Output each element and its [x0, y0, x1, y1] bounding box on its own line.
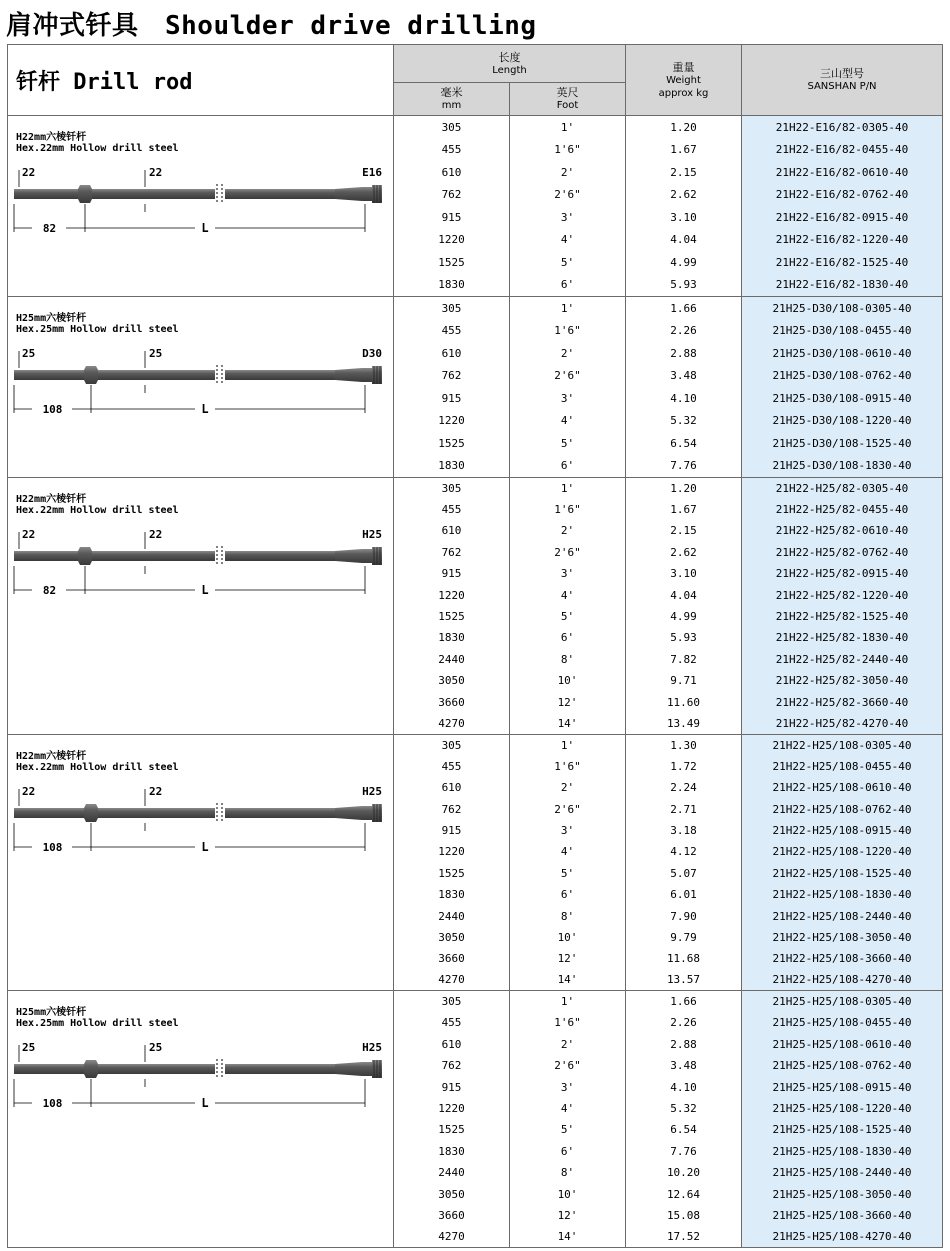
length-mm-cell: 762: [394, 542, 510, 563]
weight-cell: 7.76: [626, 1141, 742, 1162]
weight-header-en: Weight: [666, 74, 701, 86]
length-foot-cell: 4': [510, 229, 626, 252]
length-foot-cell: 10': [510, 670, 626, 691]
rod-name-cn: H22mm六棱钎杆: [16, 132, 87, 143]
length-mm-cell: 610: [394, 342, 510, 365]
weight-header: [626, 45, 742, 116]
weight-cell: 6.01: [626, 884, 742, 905]
length-header: [394, 45, 626, 83]
length-mm-cell: 762: [394, 798, 510, 819]
weight-cell: 5.93: [626, 274, 742, 297]
table-row: [8, 116, 943, 139]
length-foot-cell: 12': [510, 948, 626, 969]
length-foot-cell: 1': [510, 734, 626, 755]
rod-description-cell: [8, 991, 394, 1248]
part-number-cell: 21H22-H25/82-2440-40: [742, 649, 943, 670]
shank-dimension-label: 22: [22, 528, 36, 541]
part-number-cell: 21H22-H25/108-2440-40: [742, 905, 943, 926]
weight-cell: 2.26: [626, 1012, 742, 1033]
length-mm-cell: 2440: [394, 905, 510, 926]
length-mm-cell: 610: [394, 777, 510, 798]
part-number-cell: 21H22-E16/82-0455-40: [742, 138, 943, 161]
length-mm-cell: 3050: [394, 670, 510, 691]
length-mm-cell: 455: [394, 319, 510, 342]
weight-cell: 5.07: [626, 863, 742, 884]
length-mm-cell: 1525: [394, 863, 510, 884]
weight-cell: 10.20: [626, 1162, 742, 1183]
drill-rod-diagram: [10, 522, 392, 602]
part-number-cell: 21H25-D30/108-1830-40: [742, 455, 943, 478]
part-number-cell: 21H22-H25/82-0610-40: [742, 520, 943, 541]
length-foot-cell: 1'6": [510, 1012, 626, 1033]
rod-description-cell: [8, 297, 394, 478]
length-mm-cell: 455: [394, 138, 510, 161]
length-mm-cell: 3660: [394, 948, 510, 969]
part-number-cell: 21H25-H25/108-1525-40: [742, 1119, 943, 1140]
part-number-cell: 21H22-E16/82-1220-40: [742, 229, 943, 252]
weight-cell: 11.68: [626, 948, 742, 969]
dimension-lines: [14, 532, 365, 594]
part-number-cell: 21H22-H25/82-0915-40: [742, 563, 943, 584]
part-number-cell: 21H22-E16/82-0610-40: [742, 161, 943, 184]
weight-cell: 2.88: [626, 1034, 742, 1055]
weight-cell: 3.10: [626, 206, 742, 229]
weight-cell: 5.32: [626, 1098, 742, 1119]
length-mm-cell: 1220: [394, 410, 510, 433]
weight-cell: 6.54: [626, 432, 742, 455]
rod-length-label: L: [201, 583, 209, 597]
length-foot-cell: 8': [510, 1162, 626, 1183]
length-mm-cell: 3050: [394, 1183, 510, 1204]
weight-cell: 3.48: [626, 364, 742, 387]
weight-cell: 9.71: [626, 670, 742, 691]
weight-cell: 2.71: [626, 798, 742, 819]
shank-dimension-label: 25: [22, 1041, 36, 1055]
length-foot-cell: 1': [510, 116, 626, 139]
length-foot-cell: 8': [510, 905, 626, 926]
length-mm-cell: 915: [394, 820, 510, 841]
length-mm-cell: 3660: [394, 691, 510, 712]
rod-description: [8, 991, 393, 1171]
drill-rod-heading-cell: [8, 45, 394, 116]
length-mm-cell: 305: [394, 991, 510, 1012]
weight-cell: 4.99: [626, 251, 742, 274]
length-foot-cell: 2': [510, 342, 626, 365]
length-mm-cell: 305: [394, 116, 510, 139]
part-number-cell: 21H25-H25/108-0762-40: [742, 1055, 943, 1076]
length-foot-cell: 1'6": [510, 319, 626, 342]
part-number-cell: 21H22-H25/108-0610-40: [742, 777, 943, 798]
weight-cell: 2.15: [626, 520, 742, 541]
table-row: [8, 991, 943, 1012]
part-number-cell: 21H22-H25/108-0762-40: [742, 798, 943, 819]
weight-cell: 4.10: [626, 1076, 742, 1097]
length-mm-cell: 1525: [394, 432, 510, 455]
length-mm-cell: 1830: [394, 274, 510, 297]
weight-cell: 15.08: [626, 1205, 742, 1226]
body-dimension-label: 25: [149, 347, 163, 360]
part-number-cell: 21H22-H25/108-1525-40: [742, 863, 943, 884]
weight-cell: 1.20: [626, 116, 742, 139]
thread-type-label: H25: [362, 784, 382, 798]
weight-cell: 4.04: [626, 229, 742, 252]
rod-description: [8, 297, 393, 477]
body-dimension-label: 25: [149, 1041, 163, 1055]
part-number-cell: 21H25-H25/108-0305-40: [742, 991, 943, 1012]
shank-dimension-label: 25: [22, 347, 36, 360]
length-mm-cell: 610: [394, 1034, 510, 1055]
length-foot-cell: 2'6": [510, 798, 626, 819]
rod-name-en: Hex.25mm Hollow drill steel: [16, 1018, 179, 1030]
shank-dimension-label: 22: [22, 166, 36, 179]
weight-cell: 7.82: [626, 649, 742, 670]
part-number-cell: 21H22-H25/82-4270-40: [742, 713, 943, 734]
weight-cell: 2.24: [626, 777, 742, 798]
weight-cell: 2.62: [626, 542, 742, 563]
length-foot-cell: 4': [510, 410, 626, 433]
part-number-cell: 21H22-H25/82-0762-40: [742, 542, 943, 563]
length-mm-cell: 2440: [394, 1162, 510, 1183]
part-number-cell: 21H22-H25/82-0305-40: [742, 478, 943, 499]
length-foot-cell: 3': [510, 820, 626, 841]
weight-cell: 3.48: [626, 1055, 742, 1076]
rod-body: [14, 1059, 382, 1079]
length-mm-cell: 4270: [394, 713, 510, 734]
part-number-cell: 21H22-H25/82-1830-40: [742, 627, 943, 648]
length-foot-cell: 1'6": [510, 499, 626, 520]
length-mm-cell: 1830: [394, 1141, 510, 1162]
part-number-cell: 21H22-H25/82-1220-40: [742, 584, 943, 605]
length-mm-cell: 455: [394, 499, 510, 520]
weight-cell: 12.64: [626, 1183, 742, 1204]
weight-cell: 5.93: [626, 627, 742, 648]
shank-length-label: 82: [42, 584, 57, 597]
dimension-lines: [14, 789, 365, 851]
rod-name-en: Hex.22mm Hollow drill steel: [16, 143, 179, 154]
weight-header-cn: 重量: [672, 60, 695, 74]
body-dimension-label: 22: [149, 528, 163, 541]
length-foot-cell: 5': [510, 863, 626, 884]
part-number-header: [742, 45, 943, 116]
part-number-cell: 21H22-H25/108-3050-40: [742, 927, 943, 948]
part-number-cell: 21H22-E16/82-0915-40: [742, 206, 943, 229]
rod-name-en: Hex.22mm Hollow drill steel: [16, 505, 179, 516]
length-foot-cell: 1'6": [510, 756, 626, 777]
drill-rod-diagram: [10, 341, 392, 421]
weight-cell: 6.54: [626, 1119, 742, 1140]
rod-description: [8, 116, 393, 296]
shank-length-label: 82: [42, 222, 57, 235]
length-foot-cell: 4': [510, 1098, 626, 1119]
weight-cell: 2.26: [626, 319, 742, 342]
length-mm-cell: 762: [394, 1055, 510, 1076]
length-mm-cell: 762: [394, 364, 510, 387]
rod-length-label: L: [201, 402, 209, 416]
table-row: [8, 297, 943, 320]
part-number-cell: 21H22-E16/82-0305-40: [742, 116, 943, 139]
length-foot-cell: 2': [510, 777, 626, 798]
weight-cell: 9.79: [626, 927, 742, 948]
length-foot-cell: 14': [510, 969, 626, 990]
part-number-cell: 21H25-D30/108-0305-40: [742, 297, 943, 320]
part-number-cell: 21H25-H25/108-0455-40: [742, 1012, 943, 1033]
table-row: [8, 478, 943, 499]
part-number-cell: 21H22-H25/82-3660-40: [742, 691, 943, 712]
length-foot-cell: 2': [510, 1034, 626, 1055]
thread-type-label: H25: [362, 1041, 382, 1055]
weight-cell: 2.62: [626, 183, 742, 206]
length-foot-cell: 6': [510, 884, 626, 905]
thread-type-label: E16: [362, 166, 382, 179]
length-mm-cell: 3660: [394, 1205, 510, 1226]
rod-description-cell: [8, 116, 394, 297]
weight-cell: 7.76: [626, 455, 742, 478]
length-mm-cell: 1220: [394, 1098, 510, 1119]
part-number-header-en: SANSHAN P/N: [807, 81, 877, 92]
rod-name-cn: H25mm六棱钎杆: [16, 313, 87, 324]
rod-body: [14, 184, 382, 204]
table-body: [8, 116, 943, 1248]
length-mm-cell: 1525: [394, 251, 510, 274]
dimension-lines: [14, 351, 365, 413]
shank-length-label: 108: [42, 1097, 63, 1111]
dimension-lines: [14, 1045, 365, 1107]
part-number-cell: 21H22-H25/108-1830-40: [742, 884, 943, 905]
part-number-cell: 21H25-H25/108-3660-40: [742, 1205, 943, 1226]
part-number-cell: 21H22-H25/108-0915-40: [742, 820, 943, 841]
length-foot-cell: 2': [510, 161, 626, 184]
length-header-cn: 长度: [498, 50, 521, 64]
length-foot-cell: 6': [510, 627, 626, 648]
length-mm-cell: 610: [394, 520, 510, 541]
length-mm-cell: 762: [394, 183, 510, 206]
part-number-cell: 21H25-H25/108-4270-40: [742, 1226, 943, 1247]
rod-body: [14, 365, 382, 385]
rod-description: [8, 478, 393, 658]
rod-description: [8, 735, 393, 915]
length-foot-cell: 5': [510, 432, 626, 455]
length-foot-cell: 12': [510, 1205, 626, 1226]
length-foot-cell: 3': [510, 387, 626, 410]
weight-cell: 1.67: [626, 499, 742, 520]
length-foot-cell: 1': [510, 991, 626, 1012]
part-number-cell: 21H25-D30/108-1220-40: [742, 410, 943, 433]
part-number-cell: 21H25-D30/108-0455-40: [742, 319, 943, 342]
drill-rod-diagram: [10, 160, 392, 240]
length-foot-cell: 5': [510, 1119, 626, 1140]
rod-name-cn: H22mm六棱钎杆: [16, 750, 87, 762]
rod-length-label: L: [201, 1096, 209, 1111]
weight-cell: 1.66: [626, 991, 742, 1012]
rod-description-cell: [8, 734, 394, 991]
drill-rod-table: [7, 44, 943, 1248]
rod-name-cn: H22mm六棱钎杆: [16, 494, 87, 505]
table-row: [8, 734, 943, 755]
length-foot-cell: 1': [510, 297, 626, 320]
length-mm-cell: 1220: [394, 229, 510, 252]
weight-cell: 1.30: [626, 734, 742, 755]
shank-length-label: 108: [42, 403, 63, 416]
rod-body: [14, 803, 382, 823]
part-number-cell: 21H25-H25/108-0915-40: [742, 1076, 943, 1097]
thread-type-label: D30: [362, 347, 382, 360]
part-number-cell: 21H25-D30/108-0762-40: [742, 364, 943, 387]
length-foot-cell: 3': [510, 563, 626, 584]
part-number-cell: 21H22-H25/108-1220-40: [742, 841, 943, 862]
length-header-en: Length: [492, 64, 527, 76]
part-number-cell: 21H22-E16/82-0762-40: [742, 183, 943, 206]
length-foot-cell: 2'6": [510, 183, 626, 206]
drill-rod-diagram: [10, 1035, 392, 1115]
length-mm-cell: 915: [394, 563, 510, 584]
part-number-cell: 21H25-H25/108-3050-40: [742, 1183, 943, 1204]
length-mm-cell: 3050: [394, 927, 510, 948]
part-number-cell: 21H25-H25/108-0610-40: [742, 1034, 943, 1055]
weight-cell: 4.04: [626, 584, 742, 605]
weight-cell: 1.72: [626, 756, 742, 777]
length-foot-cell: 10': [510, 1183, 626, 1204]
length-foot-cell: 3': [510, 1076, 626, 1097]
weight-cell: 3.18: [626, 820, 742, 841]
length-foot-cell: 2'6": [510, 1055, 626, 1076]
weight-cell: 7.90: [626, 905, 742, 926]
length-mm-cell: 1830: [394, 627, 510, 648]
weight-cell: 1.67: [626, 138, 742, 161]
length-mm-cell: 4270: [394, 969, 510, 990]
length-foot-cell: 2'6": [510, 364, 626, 387]
length-foot-cell: 5': [510, 606, 626, 627]
weight-cell: 1.66: [626, 297, 742, 320]
length-foot-cell: 5': [510, 251, 626, 274]
length-foot-cell: 14': [510, 1226, 626, 1247]
length-mm-cell: 305: [394, 734, 510, 755]
weight-cell: 3.10: [626, 563, 742, 584]
foot-header: [510, 83, 626, 116]
rod-name-cn: H25mm六棱钎杆: [16, 1007, 87, 1019]
length-foot-cell: 6': [510, 1141, 626, 1162]
length-foot-cell: 6': [510, 274, 626, 297]
part-number-cell: 21H25-D30/108-0610-40: [742, 342, 943, 365]
part-number-header-cn: 三山型号: [820, 67, 864, 80]
length-foot-cell: 1'6": [510, 138, 626, 161]
length-mm-cell: 2440: [394, 649, 510, 670]
part-number-cell: 21H22-H25/82-0455-40: [742, 499, 943, 520]
part-number-cell: 21H22-E16/82-1525-40: [742, 251, 943, 274]
thread-type-label: H25: [362, 528, 382, 541]
part-number-cell: 21H22-E16/82-1830-40: [742, 274, 943, 297]
length-foot-cell: 1': [510, 478, 626, 499]
length-mm-cell: 455: [394, 1012, 510, 1033]
weight-cell: 11.60: [626, 691, 742, 712]
length-foot-cell: 4': [510, 584, 626, 605]
rod-length-label: L: [201, 221, 209, 235]
length-mm-cell: 610: [394, 161, 510, 184]
shank-dimension-label: 22: [22, 784, 36, 798]
part-number-cell: 21H25-D30/108-1525-40: [742, 432, 943, 455]
part-number-cell: 21H22-H25/108-4270-40: [742, 969, 943, 990]
mm-header-en: mm: [441, 100, 462, 111]
length-foot-cell: 4': [510, 841, 626, 862]
length-foot-cell: 2'6": [510, 542, 626, 563]
length-mm-cell: 1220: [394, 841, 510, 862]
length-mm-cell: 915: [394, 206, 510, 229]
length-foot-cell: 3': [510, 206, 626, 229]
rod-name-en: Hex.22mm Hollow drill steel: [16, 761, 179, 773]
shank-length-label: 108: [42, 840, 63, 854]
part-number-cell: 21H25-H25/108-1830-40: [742, 1141, 943, 1162]
weight-cell: 4.10: [626, 387, 742, 410]
page-title: 肩冲式钎具 Shoulder drive drilling: [6, 11, 537, 41]
weight-cell: 13.49: [626, 713, 742, 734]
part-number-cell: 21H25-D30/108-0915-40: [742, 387, 943, 410]
length-foot-cell: 2': [510, 520, 626, 541]
length-mm-cell: 1830: [394, 884, 510, 905]
part-number-cell: 21H25-H25/108-1220-40: [742, 1098, 943, 1119]
weight-cell: 13.57: [626, 969, 742, 990]
length-mm-cell: 4270: [394, 1226, 510, 1247]
weight-cell: 2.15: [626, 161, 742, 184]
weight-cell: 4.12: [626, 841, 742, 862]
length-mm-cell: 1525: [394, 606, 510, 627]
drill-rod-diagram: [10, 779, 392, 859]
rod-body: [14, 546, 382, 566]
length-foot-cell: 8': [510, 649, 626, 670]
rod-description-cell: [8, 478, 394, 735]
length-mm-cell: 1830: [394, 455, 510, 478]
weight-cell: 2.88: [626, 342, 742, 365]
length-foot-cell: 10': [510, 927, 626, 948]
length-foot-cell: 12': [510, 691, 626, 712]
length-mm-cell: 455: [394, 756, 510, 777]
weight-cell: 17.52: [626, 1226, 742, 1247]
length-mm-cell: 1525: [394, 1119, 510, 1140]
mm-header-cn: 毫米: [440, 86, 463, 99]
part-number-cell: 21H22-H25/82-1525-40: [742, 606, 943, 627]
dimension-lines: [14, 170, 365, 232]
part-number-cell: 21H22-H25/82-3050-40: [742, 670, 943, 691]
length-mm-cell: 305: [394, 297, 510, 320]
foot-header-en: Foot: [556, 100, 579, 111]
part-number-cell: 21H22-H25/108-0305-40: [742, 734, 943, 755]
part-number-cell: 21H22-H25/108-0455-40: [742, 756, 943, 777]
weight-cell: 5.32: [626, 410, 742, 433]
body-dimension-label: 22: [149, 784, 163, 798]
body-dimension-label: 22: [149, 166, 163, 179]
rod-length-label: L: [201, 839, 209, 854]
length-mm-cell: 305: [394, 478, 510, 499]
weight-header-unit: approx kg: [658, 87, 709, 99]
length-foot-cell: 14': [510, 713, 626, 734]
foot-header-cn: 英尺: [556, 86, 579, 99]
weight-cell: 4.99: [626, 606, 742, 627]
drill-rod-heading: 钎杆 Drill rod: [16, 69, 193, 95]
part-number-cell: 21H22-H25/108-3660-40: [742, 948, 943, 969]
part-number-cell: 21H25-H25/108-2440-40: [742, 1162, 943, 1183]
mm-header: [394, 83, 510, 116]
length-mm-cell: 1220: [394, 584, 510, 605]
length-foot-cell: 6': [510, 455, 626, 478]
rod-name-en: Hex.25mm Hollow drill steel: [16, 324, 179, 335]
length-mm-cell: 915: [394, 387, 510, 410]
length-mm-cell: 915: [394, 1076, 510, 1097]
weight-cell: 1.20: [626, 478, 742, 499]
